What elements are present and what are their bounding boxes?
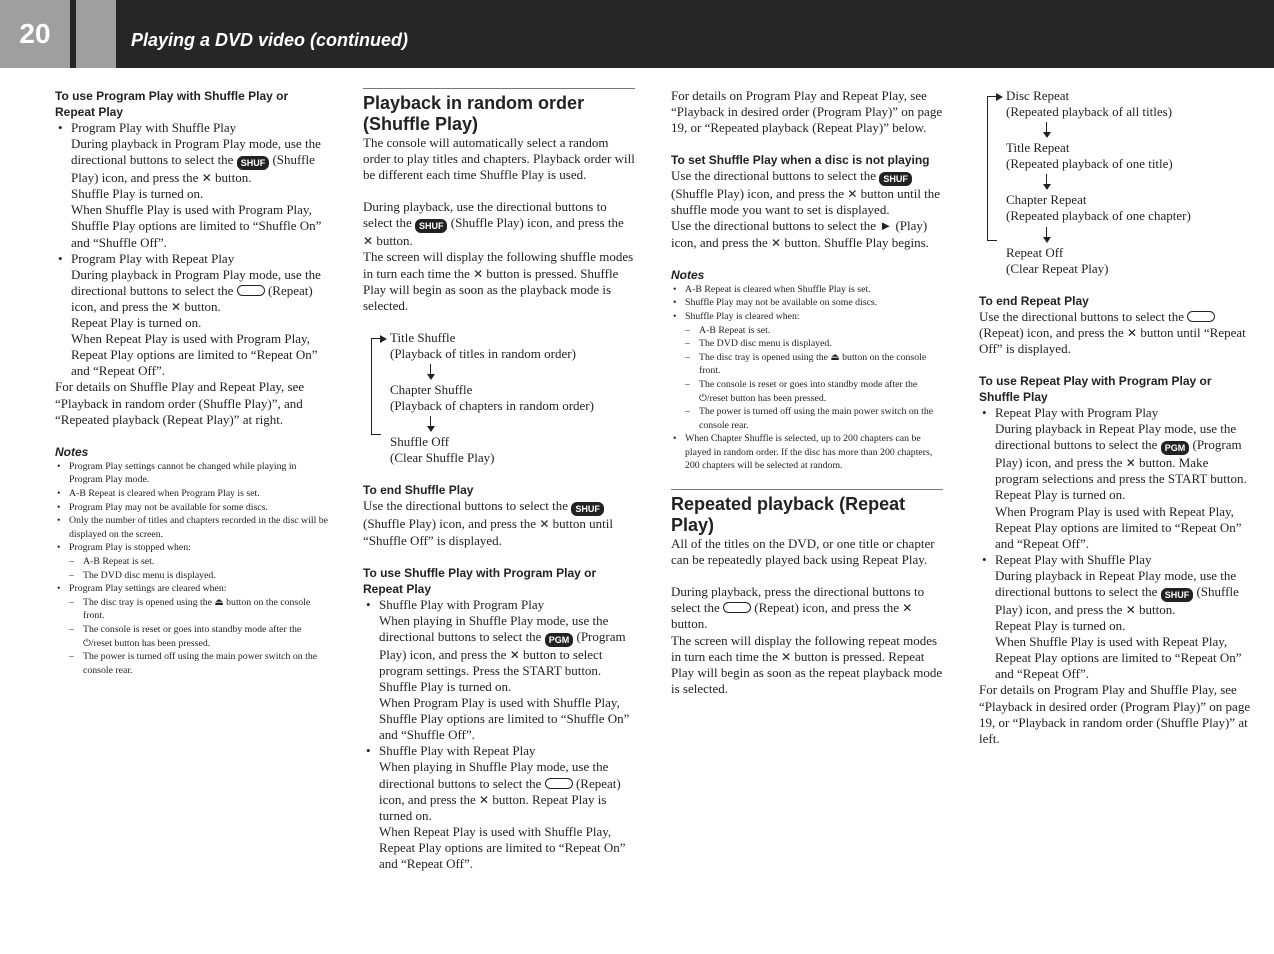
section-title: Playback in random order (Shuffle Play) <box>363 88 635 135</box>
repeat-mode-flow: Disc Repeat (Repeated playback of all titles) Title Repeat (Repeated playback of one title) Chapter Repeat (Repeated playback of one chapter) Repeat Off (Clear Repeat Play) <box>979 88 1251 277</box>
cross-button-icon: ✕ <box>847 187 858 202</box>
cross-button-icon: ✕ <box>539 517 550 532</box>
cross-button-icon: ✕ <box>509 647 520 662</box>
section-heading: To use Shuffle Play with Program Play or Repeat Play <box>363 565 597 596</box>
power-icon: ⏻ <box>699 392 707 404</box>
cross-button-icon: ✕ <box>902 601 913 616</box>
section-heading: To end Repeat Play <box>979 293 1089 308</box>
flow-item: Title Repeat <box>1006 140 1070 156</box>
cross-button-icon: ✕ <box>171 299 182 314</box>
section-heading: To end Shuffle Play <box>363 483 474 498</box>
cross-button-icon: ✕ <box>201 171 212 186</box>
page-header <box>0 0 1274 68</box>
paragraph: For details on Shuffle Play and Repeat Play, see “Playback in random order (Shuffle Play)”, and “Repeated playback (Repeat Play)” at right. <box>55 379 305 427</box>
list-item: • Repeat Play with Shuffle Play During playback in Repeat Play mode, use the directional buttons to select the SHUF (Shuffle Play) icon, and press the ✕ button. Repeat Play is turned on. When Shuffle Play is used with Repeat Play, Repeat Play options are limited to “Repeat On” and “Repeat Off”. <box>979 552 1251 683</box>
column-2: Playback in random order (Shuffle Play) The console will automatically select a random order to play titles and chapters. Playback order will be different each time Shuffle Play is used. During playback, use the directional buttons to select the SHUF (Shuffle Play) icon, and press the ✕ button. The screen will display the following shuffle modes in turn each time the ✕ button is pressed. Shuffle Play will begin as soon as the playback mode is selected. Title Shuffle (Playback of titles in random order) Chapter Shuffle (Playback of chapters in random order) Shuffle Off (Clear Shuffle Play) To end Shuffle Play Use the directional buttons to select the SHUF (Shuffle Play) icon, and press the ✕ button until “Shuffle Off” is displayed. To use Shuffle Play with Program Play or Repeat Play • Shuffle Play with Program Play When playing in Shuffle Play mode, use the directional buttons to select the PGM (Program Play) icon, and press the ✕ button to select program settings. Press the START button. Shuffle Play is turned on. When Program Play is used with Shuffle Play, Shuffle Play options are limited to “Shuffle On” and “Shuffle Off”. • Shuffle Play with Repeat Play When playing in Shuffle Play mode, use the directional buttons to select the (Repeat) icon, and press the ✕ button. Repeat Play is turned on. When Repeat Play is used with Shuffle Play, Repeat Play options are limited to “Repeat On” and “Repeat Off”. <box>363 88 635 872</box>
cross-button-icon: ✕ <box>473 266 484 281</box>
list-item: • Program Play with Repeat Play During playback in Program Play mode, use the directional buttons to select the (Repeat) icon, and press the ✕ button. Repeat Play is turned on. When Repeat Play is used with Program Play, Repeat Play options are limited to “Repeat On” and “Repeat Off”. <box>55 251 330 380</box>
flow-item: Chapter Shuffle <box>390 382 473 398</box>
section-heading: To use Repeat Play with Program Play or Shuffle Play <box>979 374 1212 405</box>
list-item: • Shuffle Play with Program Play When playing in Shuffle Play mode, use the directional buttons to select the PGM (Program Play) icon, and press the ✕ button to select program settings. Press the START button. Shuffle Play is turned on. When Program Play is used with Shuffle Play, Shuffle Play options are limited to “Shuffle On” and “Shuffle Off”. <box>363 597 635 744</box>
header-accent <box>76 0 116 68</box>
repeat-icon <box>237 285 265 296</box>
program-icon: PGM <box>545 633 574 647</box>
repeat-icon <box>545 778 573 789</box>
column-4: Disc Repeat (Repeated playback of all titles) Title Repeat (Repeated playback of one title) Chapter Repeat (Repeated playback of one chapter) Repeat Off (Clear Repeat Play) To end Repeat Play Use the directional buttons to select the (Repeat) icon, and press the ✕ button until “Repeat Off” is displayed. To use Repeat Play with Program Play or Shuffle Play • Repeat Play with Program Play During playback in Repeat Play mode, use the directional buttons to select the PGM (Program Play) icon, and press the ✕ button. Make program selections and press the START button. Repeat Play is turned on. When Program Play is used with Repeat Play, Repeat Play options are limited to “Repeat On” and “Repeat Off”. • Repeat Play with Shuffle Play During playback in Repeat Play mode, use the directional buttons to select the SHUF (Shuffle Play) icon, and press the ✕ button. Repeat Play is turned on. When Shuffle Play is used with Repeat Play, Repeat Play options are limited to “Repeat On” and “Repeat Off”. For details on Program Play and Shuffle Play, see “Playback in desired order (Program Play)” on page 19, or “Playback in random order (Shuffle Play)” at left. <box>979 88 1251 747</box>
cross-button-icon: ✕ <box>1127 325 1138 340</box>
page-number: 20 <box>0 0 70 68</box>
notes-heading: Notes <box>671 267 705 282</box>
column-3: For details on Program Play and Repeat Play, see “Playback in desired order (Program Play)” on page 19, or “Repeated playback (Repeat Play)” below. To set Shuffle Play when a disc is not playing Use the directional buttons to select the SHUF (Shuffle Play) icon, and press the ✕ button until the shuffle mode you want to set is displayed. Use the directional buttons to select the ► (Play) icon, and press the ✕ button. Shuffle Play begins. Notes • A-B Repeat is cleared when Shuffle Play is set. • Shuffle Play may not be available on some discs. • Shuffle Play is cleared when: – A-B Repeat is set. – The DVD disc menu is displayed. – The disc tray is opened using the ⏏ button on the console front. – The console is reset or goes into standby mode after the ⏻/reset button has been pressed. – The power is turned off using the main power switch on the console rear. • When Chapter Shuffle is selected, up to 200 chapters can be played in random order. If the disc has more than 200 chapters, 200 chapters will be selected at random. Repeated playback (Repeat Play) All of the titles on the DVD, or one title or chapter can be repeatedly played back using Repeat Play. During playback, press the directional buttons to select the (Repeat) icon, and press the ✕ button. The screen will display the following repeat modes in turn each time the ✕ button is pressed. Repeat Play will begin as soon as the repeat playback mode is selected. <box>671 88 943 697</box>
notes-heading: Notes <box>55 444 89 459</box>
shuffle-icon: SHUF <box>237 156 270 170</box>
section-heading: To use Program Play with Shuffle Play or Repeat Play <box>55 89 289 119</box>
cross-button-icon: ✕ <box>781 649 792 664</box>
cross-button-icon: ✕ <box>1125 602 1136 617</box>
notes-list: • Program Play settings cannot be changed while playing in Program Play mode. • A-B Repeat is cleared when Program Play is set. • Program Play may not be available for some discs. • Only the number of titles and chapters recorded in the disc will be displayed on the screen. • Program Play is stopped when: – A-B Repeat is set. – The DVD disc menu is displayed. • Program Play settings are cleared when: – The disc tray is opened using the ⏏ button on the console front. – The console is reset or goes into standby mode after the ⏻/reset button has been pressed. – The power is turned off using the main power switch on the console rear. <box>55 460 330 678</box>
cross-button-icon: ✕ <box>479 792 490 807</box>
repeat-icon <box>1187 311 1215 322</box>
flow-item: Title Shuffle <box>390 329 456 345</box>
column-1 <box>55 88 330 677</box>
cross-button-icon: ✕ <box>363 234 374 249</box>
cross-button-icon: ✕ <box>771 235 782 250</box>
paragraph: For details on Program Play and Shuffle Play, see “Playback in desired order (Program Play)” on page 19, or “Playback in random order (Shuffle Play)” at left. <box>979 682 1251 746</box>
section-heading: To set Shuffle Play when a disc is not playing <box>671 153 930 168</box>
eject-icon: ⏏ <box>830 351 840 363</box>
flow-item: Disc Repeat <box>1006 88 1070 103</box>
program-icon: PGM <box>1161 441 1190 455</box>
play-icon: ► <box>879 218 893 234</box>
shuffle-mode-flow: Title Shuffle (Playback of titles in random order) Chapter Shuffle (Playback of chapters in random order) Shuffle Off (Clear Shuffle Play) <box>363 330 635 467</box>
shuffle-icon: SHUF <box>879 172 912 186</box>
shuffle-icon: SHUF <box>415 219 448 233</box>
cross-button-icon: ✕ <box>1125 456 1136 471</box>
flow-item: Chapter Repeat <box>1006 192 1087 208</box>
flow-item: Shuffle Off <box>390 434 450 450</box>
repeat-icon <box>723 602 751 613</box>
page-title: Playing a DVD video (continued) <box>131 30 409 50</box>
power-icon: ⏻ <box>83 637 91 649</box>
shuffle-icon: SHUF <box>1161 588 1194 602</box>
section-title: Repeated playback (Repeat Play) <box>671 489 943 536</box>
shuffle-icon: SHUF <box>571 502 604 516</box>
eject-icon: ⏏ <box>214 596 224 608</box>
list-item: • Shuffle Play with Repeat Play When playing in Shuffle Play mode, use the directional buttons to select the (Repeat) icon, and press the ✕ button. Repeat Play is turned on. When Repeat Play is used with Shuffle Play, Repeat Play options are limited to “Repeat On” and “Repeat Off”. <box>363 743 635 872</box>
list-item: • Repeat Play with Program Play During playback in Repeat Play mode, use the directional buttons to select the PGM (Program Play) icon, and press the ✕ button. Make program selections and press the START button. Repeat Play is turned on. When Program Play is used with Repeat Play, Repeat Play options are limited to “Repeat On” and “Repeat Off”. <box>979 405 1251 552</box>
list-item: • Program Play with Shuffle Play During playback in Program Play mode, use the directional buttons to select the SHUF (Shuffle Play) icon, and press the ✕ button. Shuffle Play is turned on. When Shuffle Play is used with Program Play, Shuffle Play options are limited to “Shuffle On” and “Shuffle Off”. <box>55 120 330 251</box>
flow-item: Repeat Off <box>1006 244 1064 260</box>
notes-list: • A-B Repeat is cleared when Shuffle Play is set. • Shuffle Play may not be available on some discs. • Shuffle Play is cleared when: – A-B Repeat is set. – The DVD disc menu is displayed. – The disc tray is opened using the ⏏ button on the console front. – The console is reset or goes into standby mode after the ⏻/reset button has been pressed. – The power is turned off using the main power switch on the console rear. • When Chapter Shuffle is selected, up to 200 chapters can be played in random order. If the disc has more than 200 chapters, 200 chapters will be selected at random. <box>671 283 943 473</box>
